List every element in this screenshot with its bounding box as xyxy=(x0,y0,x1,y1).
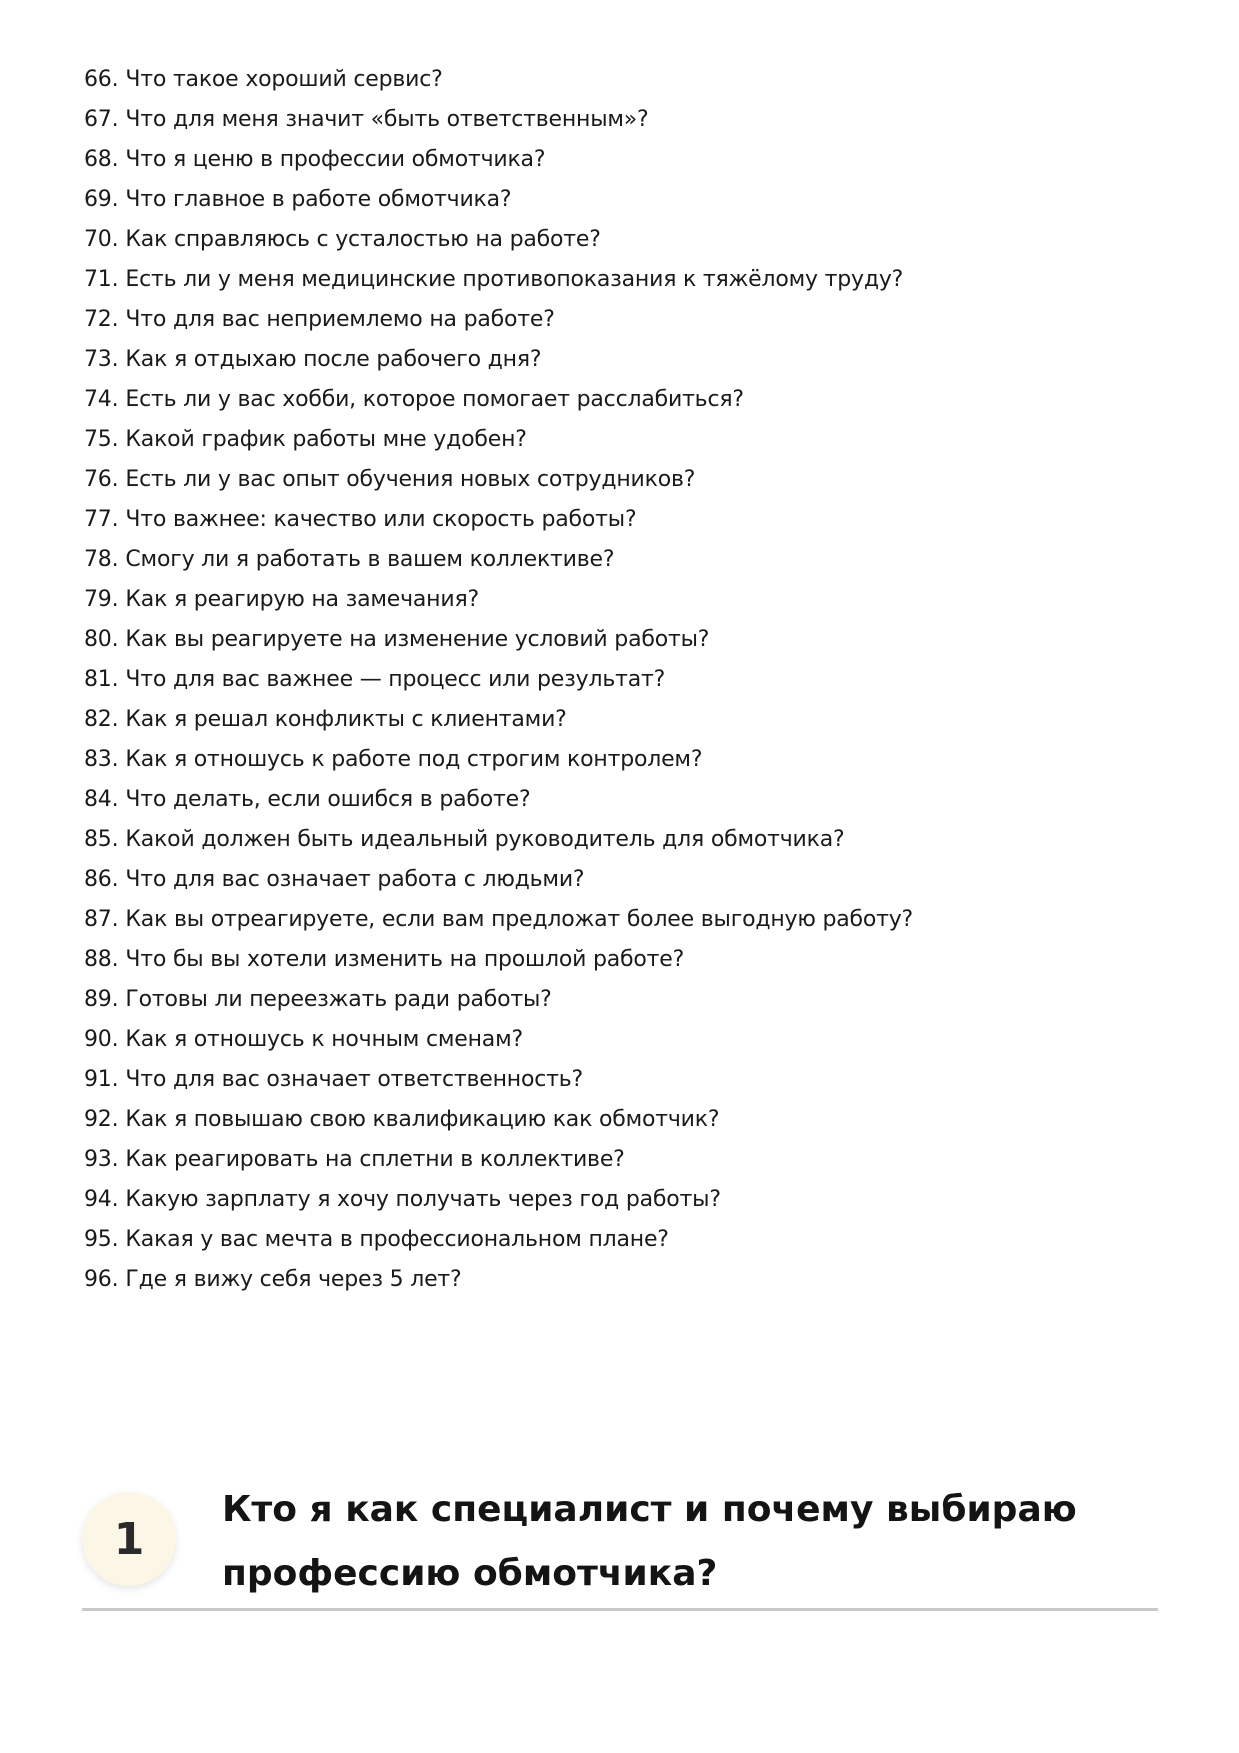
question-item xyxy=(84,820,913,860)
question-item xyxy=(84,1100,913,1140)
question-text: Как вы отреагируете, если вам предложат более выгодную работу? xyxy=(125,907,914,932)
question-item xyxy=(84,940,913,980)
question-text: Какой график работы мне удобен? xyxy=(125,427,527,452)
question-item xyxy=(84,180,913,220)
question-item xyxy=(84,1180,913,1220)
question-item xyxy=(84,1020,913,1060)
question-number: 69. xyxy=(84,187,119,212)
question-text: Смогу ли я работать в вашем коллективе? xyxy=(125,547,615,572)
question-text: Что для вас означает работа с людьми? xyxy=(125,867,585,892)
question-number: 92. xyxy=(84,1107,119,1132)
question-item xyxy=(84,260,913,300)
question-number: 85. xyxy=(84,827,119,852)
question-number: 91. xyxy=(84,1067,119,1092)
question-item xyxy=(84,980,913,1020)
question-text: Как вы реагируете на изменение условий работы? xyxy=(125,627,710,652)
question-number: 72. xyxy=(84,307,119,332)
question-number: 82. xyxy=(84,707,119,732)
question-text: Есть ли у вас хобби, которое помогает расслабиться? xyxy=(125,387,744,412)
question-item xyxy=(84,620,913,660)
question-item xyxy=(84,140,913,180)
question-item xyxy=(84,500,913,540)
question-item xyxy=(84,860,913,900)
question-item xyxy=(84,660,913,700)
question-number: 93. xyxy=(84,1147,119,1172)
question-text: Что делать, если ошибся в работе? xyxy=(125,787,531,812)
question-number: 76. xyxy=(84,467,119,492)
question-text: Что важнее: качество или скорость работы? xyxy=(125,507,637,532)
question-item xyxy=(84,100,913,140)
question-number: 73. xyxy=(84,347,119,372)
question-number: 84. xyxy=(84,787,119,812)
question-text: Как я отношусь к работе под строгим контролем? xyxy=(125,747,703,772)
question-item xyxy=(84,900,913,940)
question-number: 86. xyxy=(84,867,119,892)
question-text: Как я повышаю свою квалификацию как обмотчик? xyxy=(125,1107,720,1132)
question-number: 68. xyxy=(84,147,119,172)
question-text: Где я вижу себя через 5 лет? xyxy=(125,1267,462,1292)
question-text: Что для вас означает ответственность? xyxy=(125,1067,584,1092)
question-text: Как я реагирую на замечания? xyxy=(125,587,479,612)
question-number: 94. xyxy=(84,1187,119,1212)
question-text: Как справляюсь с усталостью на работе? xyxy=(125,227,601,252)
question-item xyxy=(84,460,913,500)
question-item xyxy=(84,1260,913,1300)
question-text: Готовы ли переезжать ради работы? xyxy=(125,987,552,1012)
question-text: Как реагировать на сплетни в коллективе? xyxy=(125,1147,625,1172)
question-text: Что я ценю в профессии обмотчика? xyxy=(125,147,546,172)
question-text: Что главное в работе обмотчика? xyxy=(125,187,512,212)
question-text: Как я отдыхаю после рабочего дня? xyxy=(125,347,542,372)
question-number: 67. xyxy=(84,107,119,132)
question-number: 89. xyxy=(84,987,119,1012)
question-item xyxy=(84,220,913,260)
question-number: 95. xyxy=(84,1227,119,1252)
question-text: Что для вас важнее — процесс или результат? xyxy=(125,667,666,692)
question-number: 87. xyxy=(84,907,119,932)
question-item xyxy=(84,420,913,460)
question-item xyxy=(84,1220,913,1260)
question-number: 75. xyxy=(84,427,119,452)
question-text: Как я отношусь к ночным сменам? xyxy=(125,1027,523,1052)
question-item xyxy=(84,340,913,380)
section-header xyxy=(82,1478,1158,1611)
question-text: Что для вас неприемлемо на работе? xyxy=(125,307,555,332)
question-text: Что бы вы хотели изменить на прошлой работе? xyxy=(125,947,685,972)
question-number: 90. xyxy=(84,1027,119,1052)
question-number: 71. xyxy=(84,267,119,292)
question-number: 78. xyxy=(84,547,119,572)
question-number: 79. xyxy=(84,587,119,612)
question-item xyxy=(84,300,913,340)
question-number: 70. xyxy=(84,227,119,252)
section-number-badge: 1 xyxy=(82,1492,176,1586)
question-item xyxy=(84,1140,913,1180)
question-item xyxy=(84,1060,913,1100)
question-item xyxy=(84,380,913,420)
question-text: Есть ли у меня медицинские противопоказания к тяжёлому труду? xyxy=(125,267,904,292)
question-text: Что для меня значит «быть ответственным»? xyxy=(125,107,649,132)
question-number: 74. xyxy=(84,387,119,412)
question-text: Как я решал конфликты с клиентами? xyxy=(125,707,567,732)
question-number: 83. xyxy=(84,747,119,772)
question-text: Какую зарплату я хочу получать через год работы? xyxy=(125,1187,721,1212)
question-item xyxy=(84,740,913,780)
question-number: 80. xyxy=(84,627,119,652)
question-text: Есть ли у вас опыт обучения новых сотрудников? xyxy=(125,467,696,492)
question-item xyxy=(84,780,913,820)
question-text: Какая у вас мечта в профессиональном плане? xyxy=(125,1227,669,1252)
question-item xyxy=(84,700,913,740)
question-item xyxy=(84,60,913,100)
question-number: 66. xyxy=(84,67,119,92)
question-item xyxy=(84,580,913,620)
question-list xyxy=(84,60,913,1300)
question-number: 77. xyxy=(84,507,119,532)
question-number: 96. xyxy=(84,1267,119,1292)
section-title: Кто я как специалист и почему выбираю профессию обмотчика? xyxy=(222,1489,1077,1594)
question-text: Какой должен быть идеальный руководитель для обмотчика? xyxy=(125,827,845,852)
question-number: 81. xyxy=(84,667,119,692)
question-item xyxy=(84,540,913,580)
question-number: 88. xyxy=(84,947,119,972)
question-text: Что такое хороший сервис? xyxy=(125,67,443,92)
